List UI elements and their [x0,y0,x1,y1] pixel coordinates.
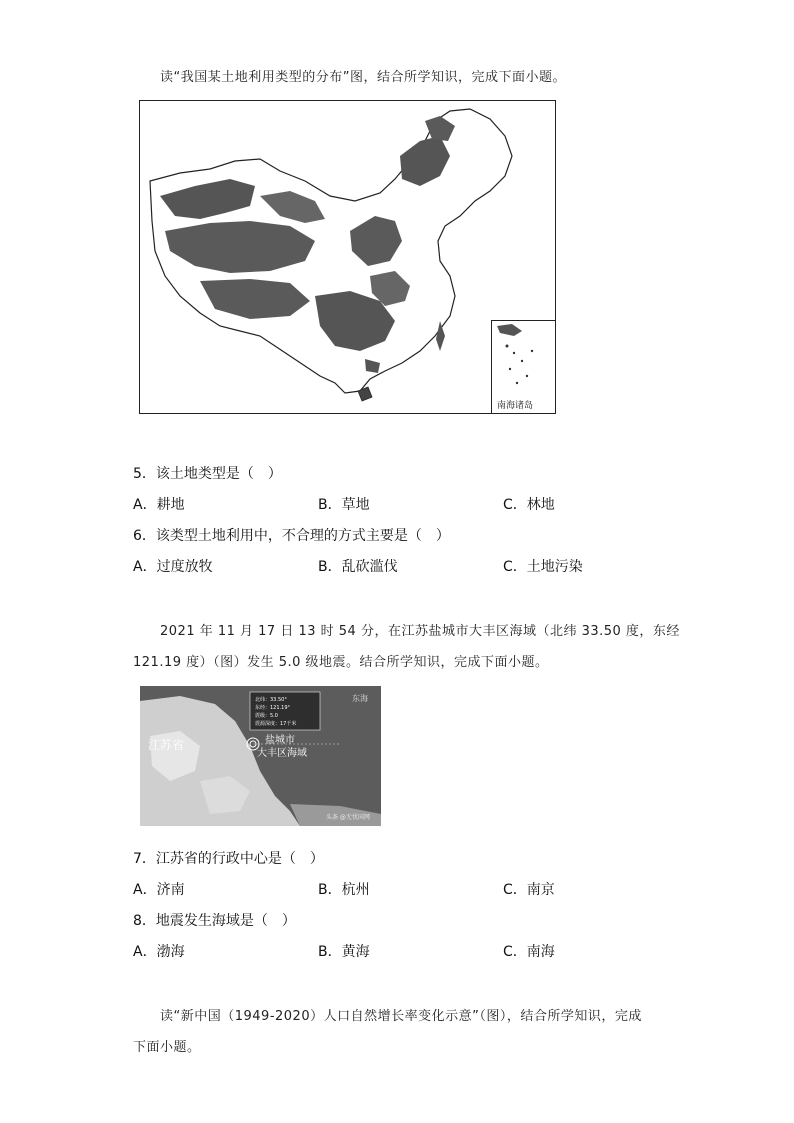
q7-option-a: A．济南 [133,882,185,898]
q7-option-c: C．南京 [503,882,555,898]
photo-province-label: 江苏省 [148,738,185,752]
photo-info-lat: 北纬：33.50° [255,697,287,703]
inset-islands-graphic [492,321,555,399]
intro-text-1: 读“我国某土地利用类型的分布”图，结合所学知识，完成下面小题。 [160,70,566,85]
intro-text-2-line2: 121.19 度）（图）发生 5.0 级地震。结合所学知识，完成下面小题。 [133,655,549,670]
photo-corner-label: 东海 [352,694,368,703]
q5-option-a: A．耕地 [133,497,185,513]
q6-option-a: A．过度放牧 [133,559,213,575]
question-8-stem: 8．地震发生海域是（ ） [133,913,296,929]
intro-text-3-line2: 下面小题。 [133,1040,201,1055]
earthquake-map-photo [140,686,381,826]
photo-info-depth: 震源深度：17千米 [255,721,297,727]
q5-option-b: B．草地 [318,497,370,513]
earthquake-photo-graphic [140,686,381,826]
photo-city-label: 盐城市 [265,735,295,746]
inset-label: 南海诸岛 [497,401,534,411]
q8-option-b: B．黄海 [318,944,370,960]
q6-option-b: B．乱砍滥伐 [318,559,398,575]
q7-option-b: B．杭州 [318,882,370,898]
q5-option-c: C．林地 [503,497,555,513]
q6-option-c: C．土地污染 [503,559,583,575]
south-china-sea-inset [491,320,556,414]
question-7-stem: 7．江苏省的行政中心是（ ） [133,851,324,867]
photo-info-lon: 东经：121.19° [255,705,290,711]
q8-option-c: C．南海 [503,944,555,960]
intro-text-3-line1: 读“新中国（1949-2020）人口自然增长率变化示意”（图），结合所学知识，完成 [160,1009,642,1024]
photo-area-label: 大丰区海域 [257,748,307,759]
photo-watermark: 头条 @无忧国网 [326,814,370,821]
q8-option-a: A．渤海 [133,944,185,960]
question-5-stem: 5．该土地类型是（ ） [133,466,282,482]
question-6-stem: 6．该类型土地利用中，不合理的方式主要是（ ） [133,528,450,544]
photo-info-mag: 震级：5.0 [255,713,278,719]
intro-text-2-line1: 2021 年 11 月 17 日 13 时 54 分，在江苏盐城市大丰区海域（北纬 33.50 度，东经 [160,624,680,639]
